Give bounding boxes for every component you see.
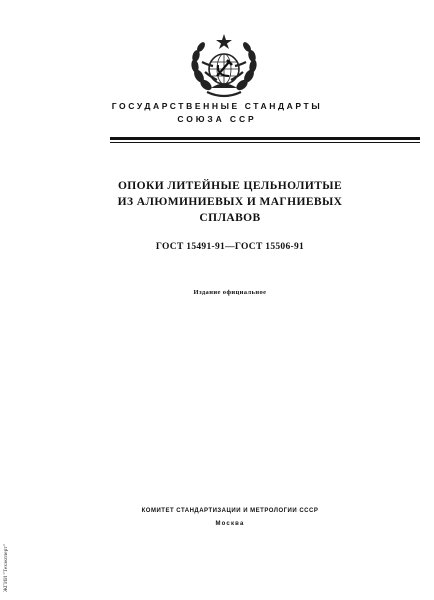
standard-number-range: ГОСТ 15491-91—ГОСТ 15506-91 [155, 242, 305, 252]
side-watermark: ЖГИИ "Техэксперт" [3, 544, 9, 592]
header-rule-thin [110, 142, 420, 143]
publisher-name: КОМИТЕТ СТАНДАРТИЗАЦИИ И МЕТРОЛОГИИ СССР [141, 508, 319, 514]
edition-note: Издание официальное [193, 289, 267, 296]
document-title-line-3: СПЛАВОВ [199, 212, 261, 224]
standards-series-subtitle: СОЮЗА ССР [177, 114, 257, 124]
ussr-coat-of-arms-icon [187, 32, 261, 102]
document-title-line-1: ОПОКИ ЛИТЕЙНЫЕ ЦЕЛЬНОЛИТЫЕ [117, 180, 343, 192]
header-rule-thick [110, 137, 420, 140]
standards-series-title: ГОСУДАРСТВЕННЫЕ СТАНДАРТЫ [111, 101, 323, 111]
publication-city: Москва [215, 521, 245, 527]
document-title-line-2: ИЗ АЛЮМИНИЕВЫХ И МАГНИЕВЫХ [117, 196, 343, 208]
